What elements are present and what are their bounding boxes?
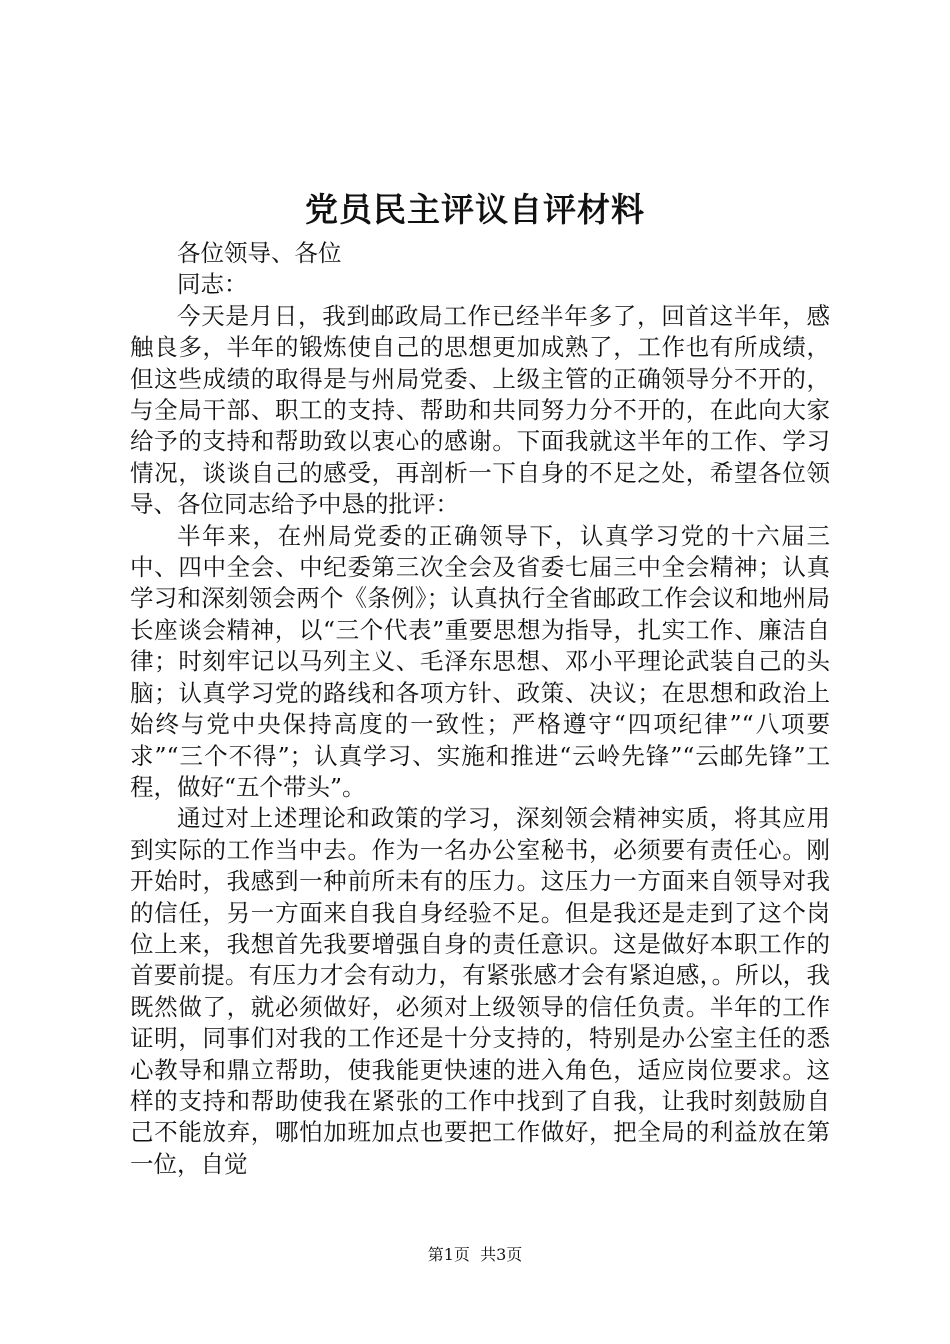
paragraph-intro: 今天是月日，我到邮政局工作已经半年多了，回首这半年，感触良多，半年的锻炼使自己的思想更加成熟了，工作也有所成绩，但这些成绩的取得是与州局党委、上级主管的正确领导分不开的，与全局干部、职工的支持、帮助和共同努力分不开的，在此向大家给予的支持和帮助致以衷心的感谢。下面我就这半年的工作、学习情况，谈谈自己的感受，再剖析一下自身的不足之处，希望各位领导、各位同志给予中恳的批评： bbox=[130, 301, 830, 519]
document-body bbox=[130, 238, 830, 1180]
page-number: 第1页 bbox=[427, 1245, 470, 1264]
salutation-line-2: 同志： bbox=[177, 270, 248, 299]
page-total: 共3页 bbox=[480, 1245, 523, 1264]
paragraph-study: 半年来，在州局党委的正确领导下，认真学习党的十六届三中、四中全会、中纪委第三次全会及省委七届三中全会精神；认真学习和深刻领会两个《条例》；认真执行全省邮政工作会议和地州局长座谈会精神，以“三个代表”重要思想为指导，扎实工作、廉洁自律；时刻牢记以马列主义、毛泽东思想、邓小平理论武装自己的头脑；认真学习党的路线和各项方针、政策、决议；在思想和政治上始终与党中央保持高度的一致性；严格遵守“四项纪律”“八项要求”“三个不得”；认真学习、实施和推进“云岭先锋”“云邮先锋”工程，做好“五个带头”。 bbox=[130, 521, 830, 801]
paragraph-work: 通过对上述理论和政策的学习，深刻领会精神实质，将其应用到实际的工作当中去。作为一名办公室秘书，必须要有责任心。刚开始时，我感到一种前所未有的压力。这压力一方面来自领导对我的信任，另一方面来自我自身经验不足。但是我还是走到了这个岗位上来，我想首先我要增强自身的责任意识。这是做好本职工作的首要前提。有压力才会有动力，有紧张感才会有紧迫感，。所以，我既然做了，就必须做好，必须对上级领导的信任负责。半年的工作证明，同事们对我的工作还是十分支持的，特别是办公室主任的悉心教导和鼎立帮助，使我能更快速的进入角色，适应岗位要求。这样的支持和帮助使我在紧张的工作中找到了自我，让我时刻鼓励自己不能放弃，哪怕加班加点也要把工作做好，把全局的利益放在第一位，自觉 bbox=[130, 804, 830, 1178]
salutation-line-1: 各位领导、各位 bbox=[177, 239, 342, 267]
page-footer bbox=[0, 1244, 950, 1266]
document-title: 党员民主评议自评材料 bbox=[305, 190, 645, 229]
